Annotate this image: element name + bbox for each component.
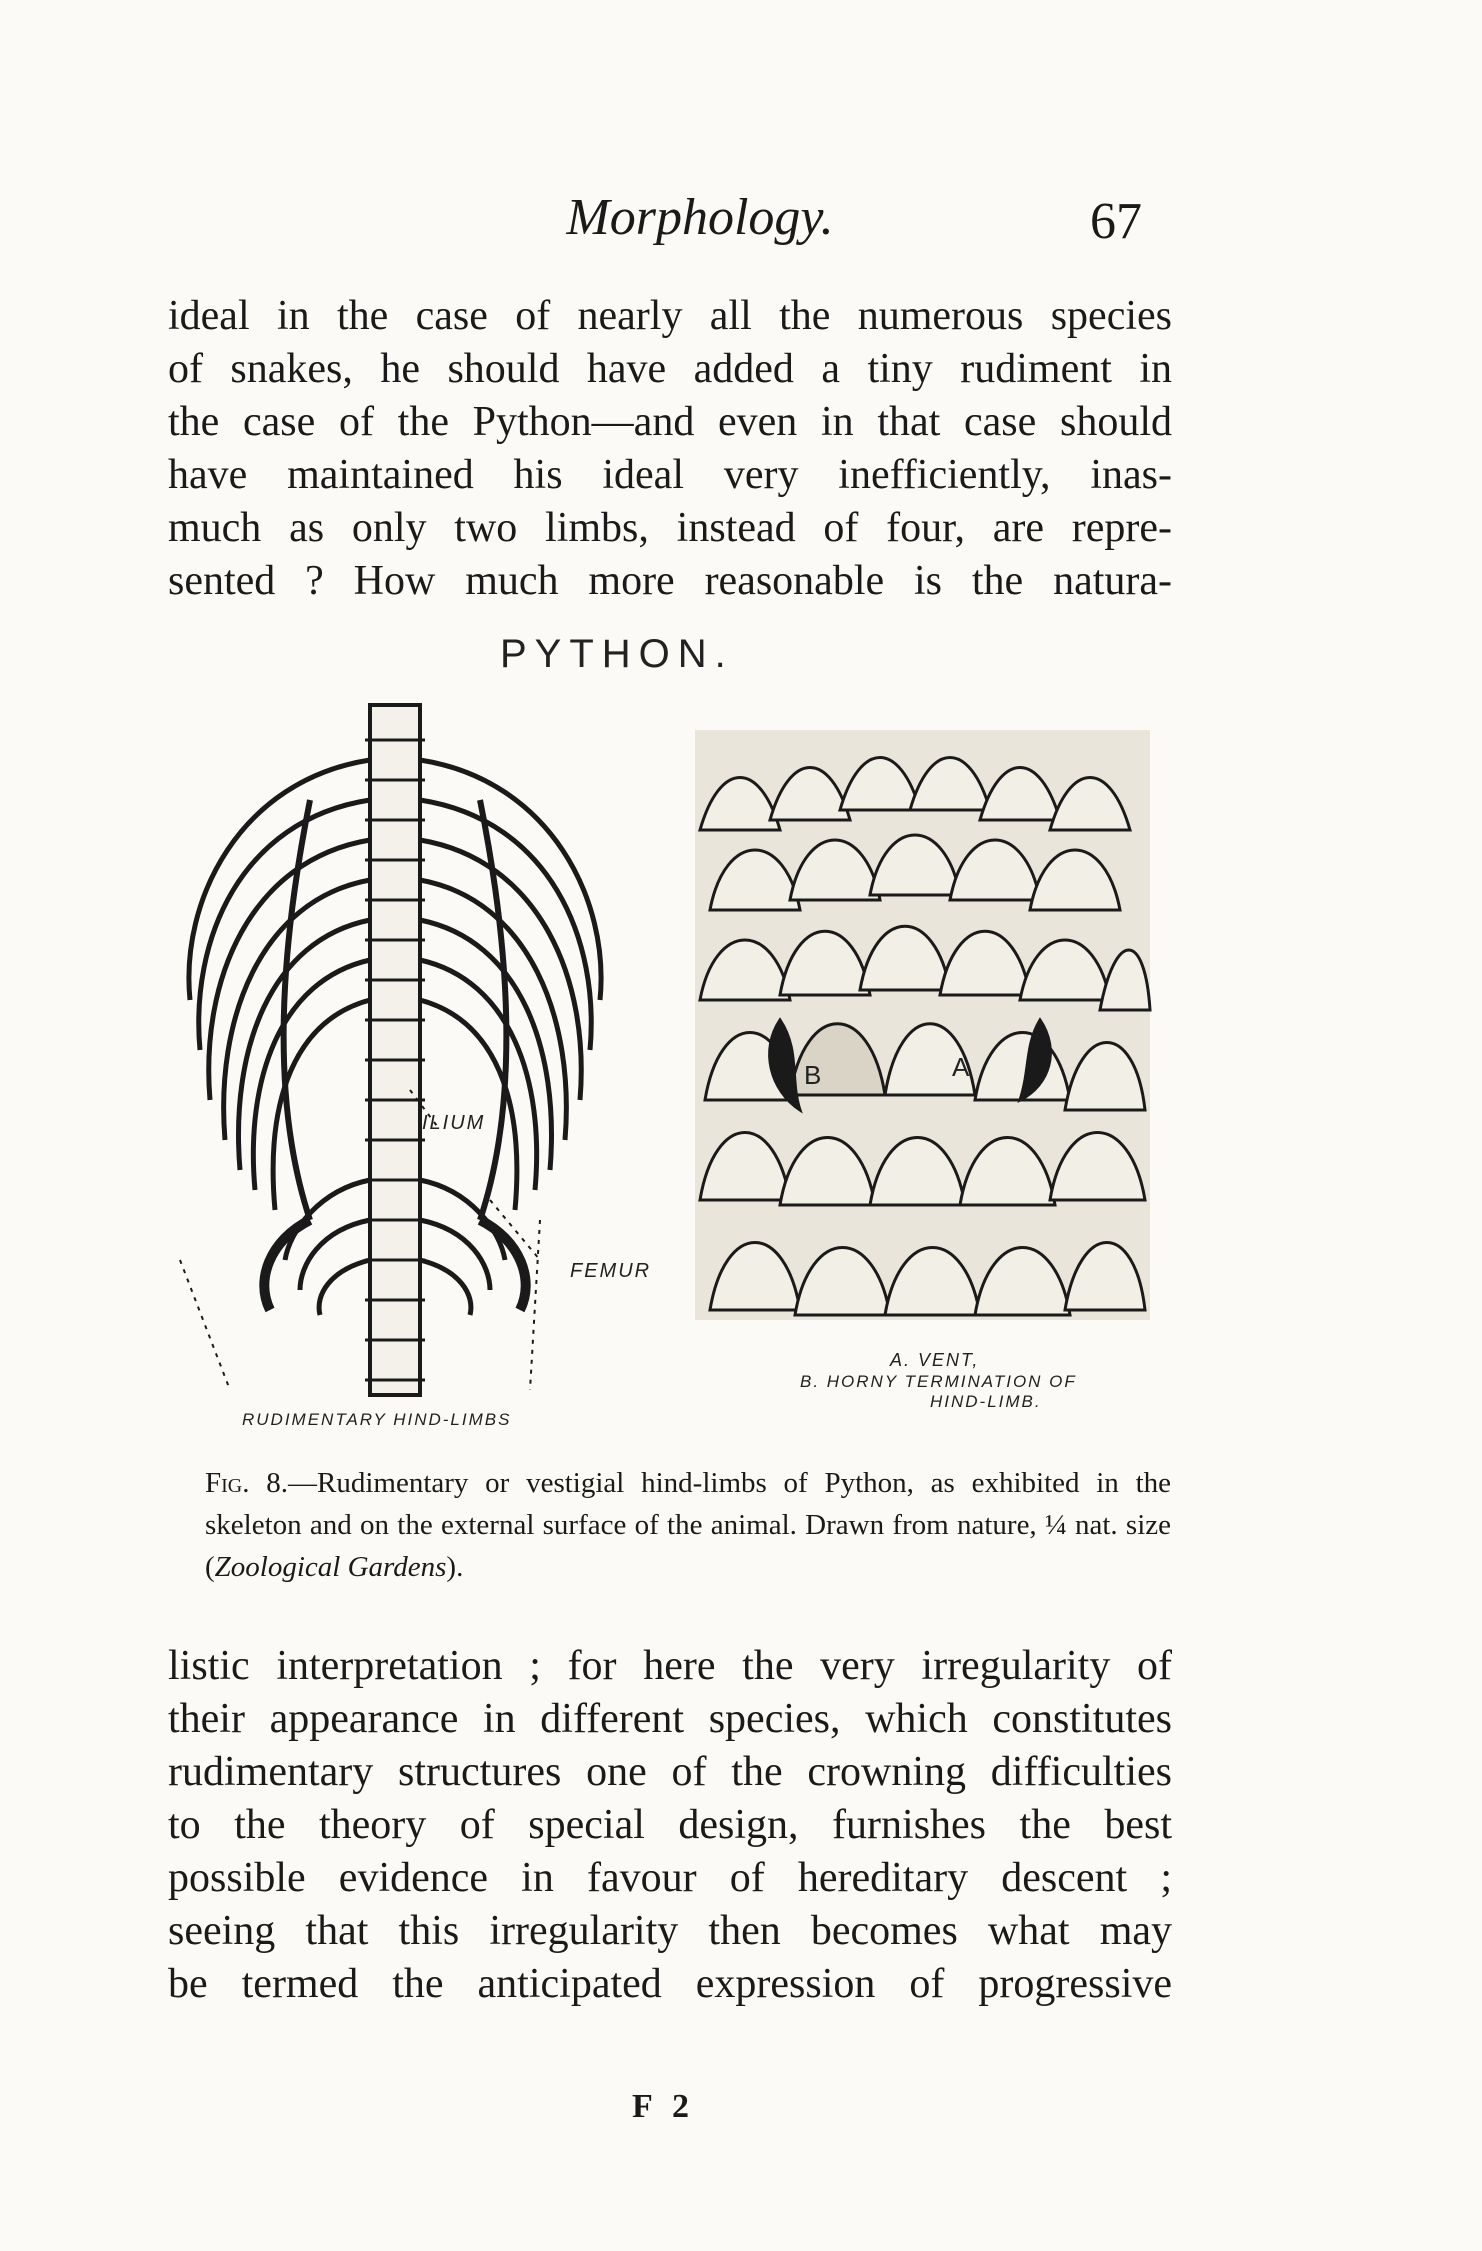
caption-end: ). xyxy=(446,1551,464,1583)
text-line: much as only two limbs, instead of four, are repre- xyxy=(168,505,1172,551)
text-line: listic interpretation ; for here the very irregularity of xyxy=(168,1643,1172,1689)
python-figure xyxy=(160,700,1220,1440)
signature-mark: F 2 xyxy=(632,2088,696,2125)
running-head-title: Morphology. xyxy=(566,189,834,246)
text-line: seeing that this irregularity then becomes what may xyxy=(168,1908,1172,1954)
figure-caption xyxy=(205,1462,1171,1588)
paragraph-bottom xyxy=(168,1640,1172,2011)
legend-vent: A. VENT, xyxy=(890,1350,980,1370)
legend-horny-termination: B. HORNY TERMINATION OF xyxy=(800,1372,1077,1391)
text-line: their appearance in different species, which constitutes xyxy=(168,1696,1172,1742)
femur-label: FEMUR xyxy=(570,1260,652,1282)
page-number: 67 xyxy=(1090,193,1142,250)
skeleton-drawing xyxy=(180,705,601,1395)
text-line: sented ? How much more reasonable is the natura- xyxy=(168,558,1172,604)
text-line: to the theory of special design, furnishes the best xyxy=(168,1802,1172,1848)
caption-label: Fig. 8. xyxy=(205,1467,288,1499)
text-line: have maintained his ideal very inefficiently, inas- xyxy=(168,452,1172,498)
scales-drawing xyxy=(695,730,1150,1320)
caption-text: —Rudimentary or vestigial hind-limbs of Python, as exhibited in the skeleton and on the external surface of the animal. Drawn from nature, ¼ nat. size ( xyxy=(205,1467,1171,1583)
text-line: of snakes, he should have added a tiny rudiment in xyxy=(168,346,1172,392)
ilium-label: ILIUM xyxy=(422,1112,486,1134)
text-line: rudimentary structures one of the crowning difficulties xyxy=(168,1749,1172,1795)
text-line: the case of the Python—and even in that case should xyxy=(168,399,1172,445)
marker-a: A xyxy=(952,1052,972,1082)
caption-italic: Zoological Gardens xyxy=(214,1551,447,1583)
python-illustration xyxy=(160,700,1220,1440)
marker-b: B xyxy=(804,1060,824,1090)
figure-heading: PYTHON. xyxy=(500,632,734,676)
paragraph-top xyxy=(168,290,1172,608)
rudimentary-hind-limbs-label: RUDIMENTARY HIND-LIMBS xyxy=(242,1410,512,1429)
text-line: ideal in the case of nearly all the numerous species xyxy=(168,293,1172,339)
legend-hind-limb: HIND-LIMB. xyxy=(930,1392,1042,1411)
text-line: possible evidence in favour of hereditary descent ; xyxy=(168,1855,1172,1901)
spine xyxy=(370,705,420,1395)
text-line: be termed the anticipated expression of progressive xyxy=(168,1961,1172,2007)
